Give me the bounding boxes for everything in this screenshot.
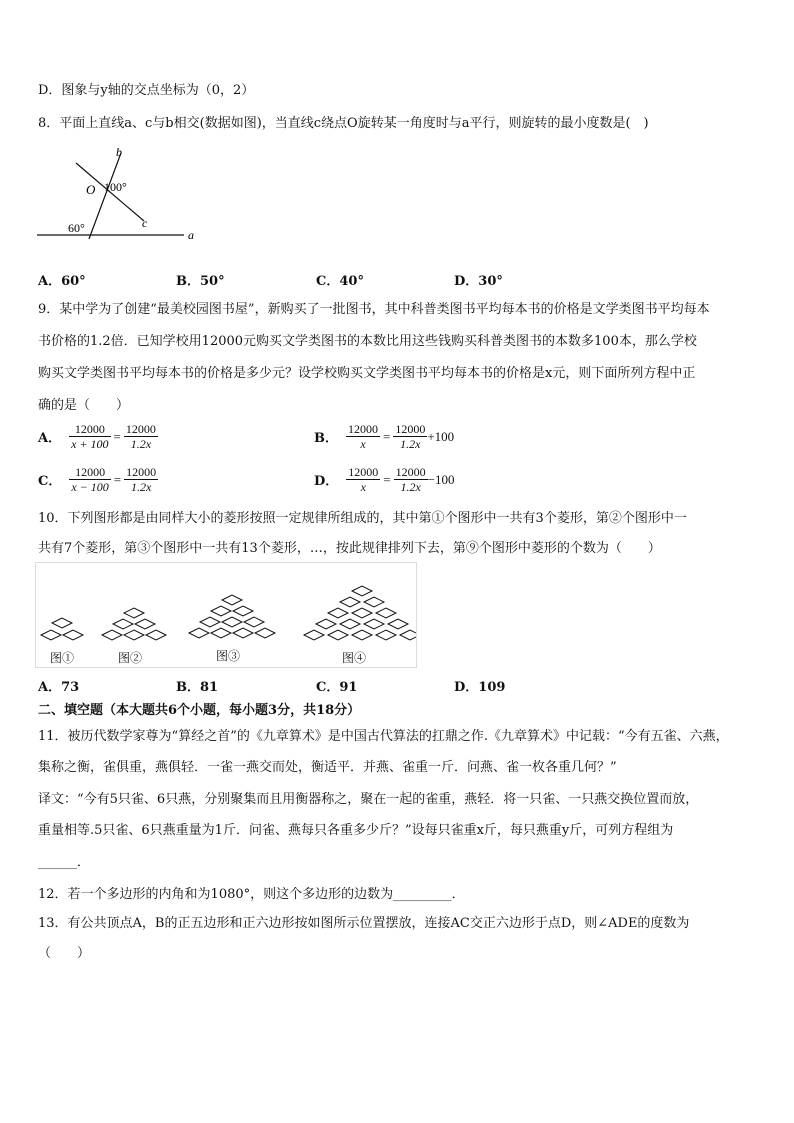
rhombus [400, 630, 416, 640]
q10-label-3: 图③ [216, 649, 241, 663]
rhombus [222, 617, 242, 627]
q9-b-den1: x [360, 437, 366, 451]
rhombus [63, 630, 83, 640]
q10-option-a: A．73 [38, 680, 80, 695]
q9-option-a [38, 422, 158, 451]
rhombus [340, 619, 360, 629]
q9-c-den2: 1.2x [130, 480, 152, 494]
q8-option-a: A．60° [38, 274, 86, 289]
q11-line-5: ______． [38, 855, 91, 870]
q9-c-num1: 12000 [69, 465, 110, 480]
q8-option-c: C．40° [316, 274, 364, 289]
q9-b-tail: +100 [427, 428, 455, 444]
rhombus [352, 608, 372, 618]
q8-option-b: B．50° [176, 274, 225, 289]
q11-line-1: 11．被历代数学家尊为“算经之首”的《九章算术》是中国古代算法的扛鼎之作.《九章算术》中记载：“今有五雀、六燕， [38, 729, 729, 744]
rhombus [328, 608, 348, 618]
q10-option-b: B．81 [176, 680, 219, 695]
rhombus [200, 617, 220, 627]
rhombus [41, 630, 61, 640]
q9-b-den2: 1.2x [400, 437, 421, 451]
q9-a-num1: 12000 [69, 422, 110, 437]
rhombus [113, 619, 133, 629]
rhombus [364, 619, 384, 629]
q10-figure [35, 562, 417, 668]
q9-a-num2: 12000 [125, 422, 156, 436]
q9-d-num1: 12000 [348, 465, 379, 479]
rhombus [304, 630, 324, 640]
rhombus [124, 608, 144, 618]
q8-label-b: b [116, 145, 122, 159]
rhombus [211, 606, 231, 616]
q11-line-3: 译文：“今有5只雀、6只燕，分别聚集而且用衡器称之，聚在一起的雀重，燕轻．将一只雀、一只燕交换位置而放， [38, 792, 699, 807]
q9-c-eq: = [113, 471, 122, 487]
q9-c-num2: 12000 [126, 465, 157, 479]
q10-option-d: D．109 [454, 680, 506, 695]
rhombus [135, 619, 155, 629]
rhombus [222, 595, 242, 605]
rhombus [102, 630, 122, 640]
q9-stem-line-3: 购买文学类图书平均每本书的价格是多少元？设学校购买文学类图书平均每本书的价格是x元，则下面所列方程中正 [38, 366, 696, 381]
q10-label-1: 图① [50, 651, 75, 665]
q10-stem-line-2: 共有7个菱形，第③个图形中一共有13个菱形，…，按此规律排列下去，第⑨个图形中菱形的个数为（ ） [38, 541, 661, 556]
rhombus [340, 597, 360, 607]
q9-option-b [314, 422, 454, 451]
q9-b-eq: = [383, 428, 391, 444]
q8-angle-100: 100° [104, 180, 127, 194]
q9-option-c [38, 465, 158, 494]
q10-option-c: C．91 [316, 680, 358, 695]
q12-stem: 12．若一个多边形的内角和为1080°，则这个多边形的边数为_________． [38, 887, 465, 902]
q7-option-d: D．图象与y轴的交点坐标为（0，2） [38, 83, 255, 98]
rhombus [255, 628, 275, 638]
q9-a-eq: = [113, 428, 121, 444]
q10-label-4: 图④ [342, 651, 367, 665]
q9-stem-line-4: 确的是（ ） [38, 398, 130, 413]
rhombus [352, 586, 372, 596]
rhombus [146, 630, 166, 640]
rhombus [388, 619, 408, 629]
q9-b-num2: 12000 [395, 422, 426, 436]
rhombus [328, 630, 348, 640]
q9-b-num1: 12000 [348, 422, 378, 436]
q8-label-o: O [86, 182, 96, 197]
q8-label-c: c [142, 216, 148, 230]
q9-stem-line-1: 9．某中学为了创建“最美校园图书屋”，新购买了一批图书，其中科普类图书平均每本书的价格是文学类图书平均每本 [38, 302, 710, 317]
q9-stem-line-2: 书价格的1.2倍．已知学校用12000元购买文学类图书的本数比用这些钱购买科普类图书的本数多100本，那么学校 [38, 334, 697, 349]
q11-line-4: 重量相等.5只雀、6只燕重量为1斤．问雀、燕每只各重多少斤？”设每只雀重x斤，每只燕重y斤，可列方程组为 [38, 823, 674, 838]
q13-line-1: 13．有公共顶点A，B的正五边形和正六边形按如图所示位置摆放，连接AC交正六边形于点D，则∠ADE的度数为 [38, 916, 690, 931]
section-2-heading: 二、填空题（本大题共6个小题，每小题3分，共18分） [38, 703, 361, 718]
q9-c-den1: x − 100 [71, 480, 109, 494]
q13-line-2: （ ） [38, 946, 91, 961]
rhombus [376, 630, 396, 640]
q8-angle-60: 60° [68, 221, 85, 235]
q9-d-den2: 1.2x [400, 480, 421, 494]
q9-option-d-label: D． [314, 474, 339, 489]
q9-d-eq: = [383, 471, 391, 487]
q9-a-den2: 1.2x [130, 437, 152, 451]
q10-stem-line-1: 10．下列图形都是由同样大小的菱形按照一定规律所组成的，其中第①个图形中一共有3个菱形，第②个图形中一 [38, 511, 687, 526]
q9-option-a-label: A． [38, 431, 62, 446]
q9-d-tail: −100 [427, 471, 455, 487]
rhombus [233, 628, 253, 638]
q9-option-c-label: C． [38, 474, 62, 489]
q8-label-a: a [188, 228, 194, 242]
q8-figure [34, 143, 214, 245]
q11-line-2: 集称之衡，雀俱重，燕俱轻．一雀一燕交而处，衡适平．并燕、雀重一斤．问燕、雀一枚各重几何？” [38, 760, 617, 775]
rhombus [233, 606, 253, 616]
rhombus [364, 597, 384, 607]
q8-option-d: D．30° [454, 274, 503, 289]
rhombus [352, 630, 372, 640]
q8-stem: 8．平面上直线a、c与b相交(数据如图)，当直线c绕点O旋转某一角度时与a平行，则旋转的最小度数是( ) [38, 116, 649, 131]
rhombus [376, 608, 396, 618]
q9-d-den1: x [360, 480, 366, 494]
rhombus [124, 630, 144, 640]
rhombus [189, 628, 209, 638]
rhombus [52, 618, 72, 628]
q9-a-den1: x + 100 [71, 437, 109, 451]
q9-d-num2: 12000 [395, 465, 426, 479]
rhombus [211, 628, 231, 638]
rhombus [316, 619, 336, 629]
rhombus [244, 617, 264, 627]
q9-option-d [314, 465, 454, 494]
q10-label-2: 图② [118, 651, 143, 665]
q9-option-b-label: B． [314, 431, 338, 446]
